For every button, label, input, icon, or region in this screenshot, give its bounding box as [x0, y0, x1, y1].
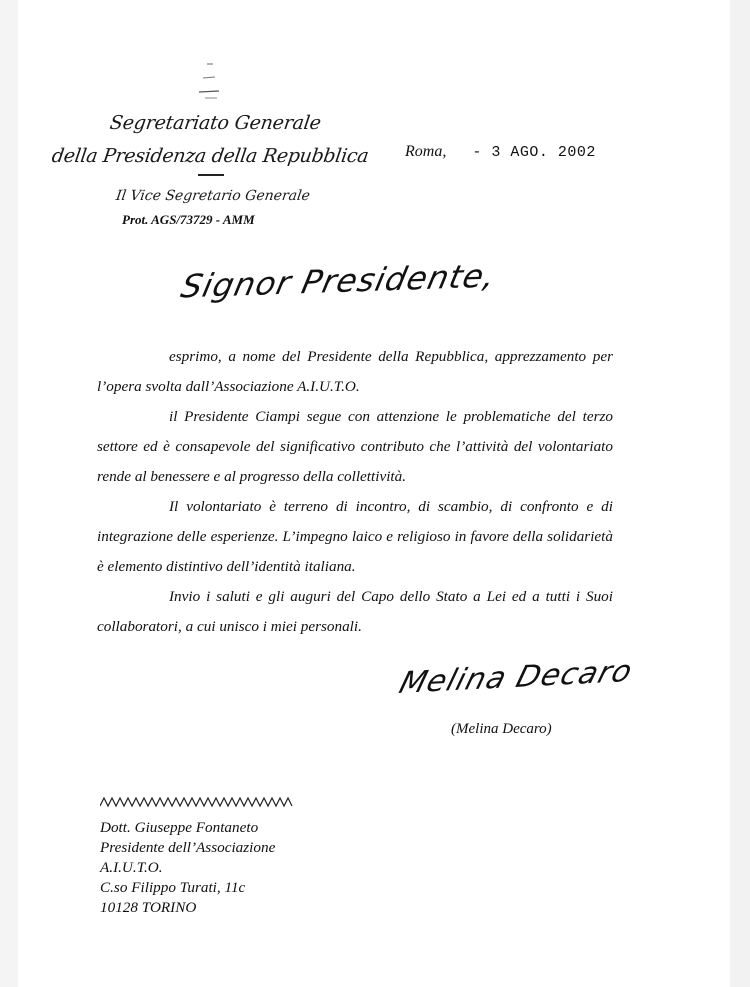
- handwritten-signature: Melina Decaro: [395, 654, 637, 701]
- letterhead-line1: Segretariato Generale: [108, 112, 323, 134]
- date-stamp: - 3 AGO. 2002: [472, 144, 596, 161]
- handwritten-salutation: Signor Presidente,: [177, 256, 500, 306]
- letterhead-line3: Il Vice Segretario Generale: [114, 188, 311, 204]
- body-paragraph: Il volontariato è terreno di incontro, di scambio, di confronto e di integrazione delle esperienze. L’impegno laico e religioso in favore della solidarietà è elemento distintivo dell’identità italiana.: [97, 498, 613, 575]
- protocol-number: Prot. AGS/73729 - AMM: [122, 212, 255, 227]
- address-line: Dott. Giuseppe Fontaneto: [100, 819, 259, 836]
- page-edge-left: [0, 0, 18, 987]
- body-paragraph: il Presidente Ciampi segue con attenzione le problematiche del terzo settore ed è consapevole del significativo contributo che l’attività del volontariato rende al benessere e al progresso della collettività.: [97, 408, 613, 485]
- address-line: Presidente dell’Associazione: [100, 839, 276, 856]
- letter-body: [97, 342, 613, 642]
- letterhead-line2: della Presidenza della Repubblica: [50, 145, 370, 167]
- wavy-divider: [100, 796, 296, 808]
- page-edge-right: [730, 0, 750, 987]
- body-paragraph: Invio i saluti e gli auguri del Capo dello Stato a Lei ed a tutti i Suoi collaboratori, a cui unisco i miei personali.: [97, 588, 613, 635]
- scan-specks: [195, 58, 225, 108]
- address-line: C.so Filippo Turati, 11c: [100, 879, 246, 896]
- address-line: A.I.U.T.O.: [100, 859, 163, 876]
- letterhead-rule: [198, 174, 224, 176]
- date-line: [405, 143, 596, 161]
- address-line: 10128 TORINO: [100, 899, 197, 916]
- body-paragraph: esprimo, a nome del Presidente della Repubblica, apprezzamento per l’opera svolta dall’Associazione A.I.U.T.O.: [97, 348, 613, 395]
- recipient-address: [100, 818, 275, 918]
- date-city: Roma,: [405, 143, 447, 160]
- signatory-name: (Melina Decaro): [451, 721, 552, 737]
